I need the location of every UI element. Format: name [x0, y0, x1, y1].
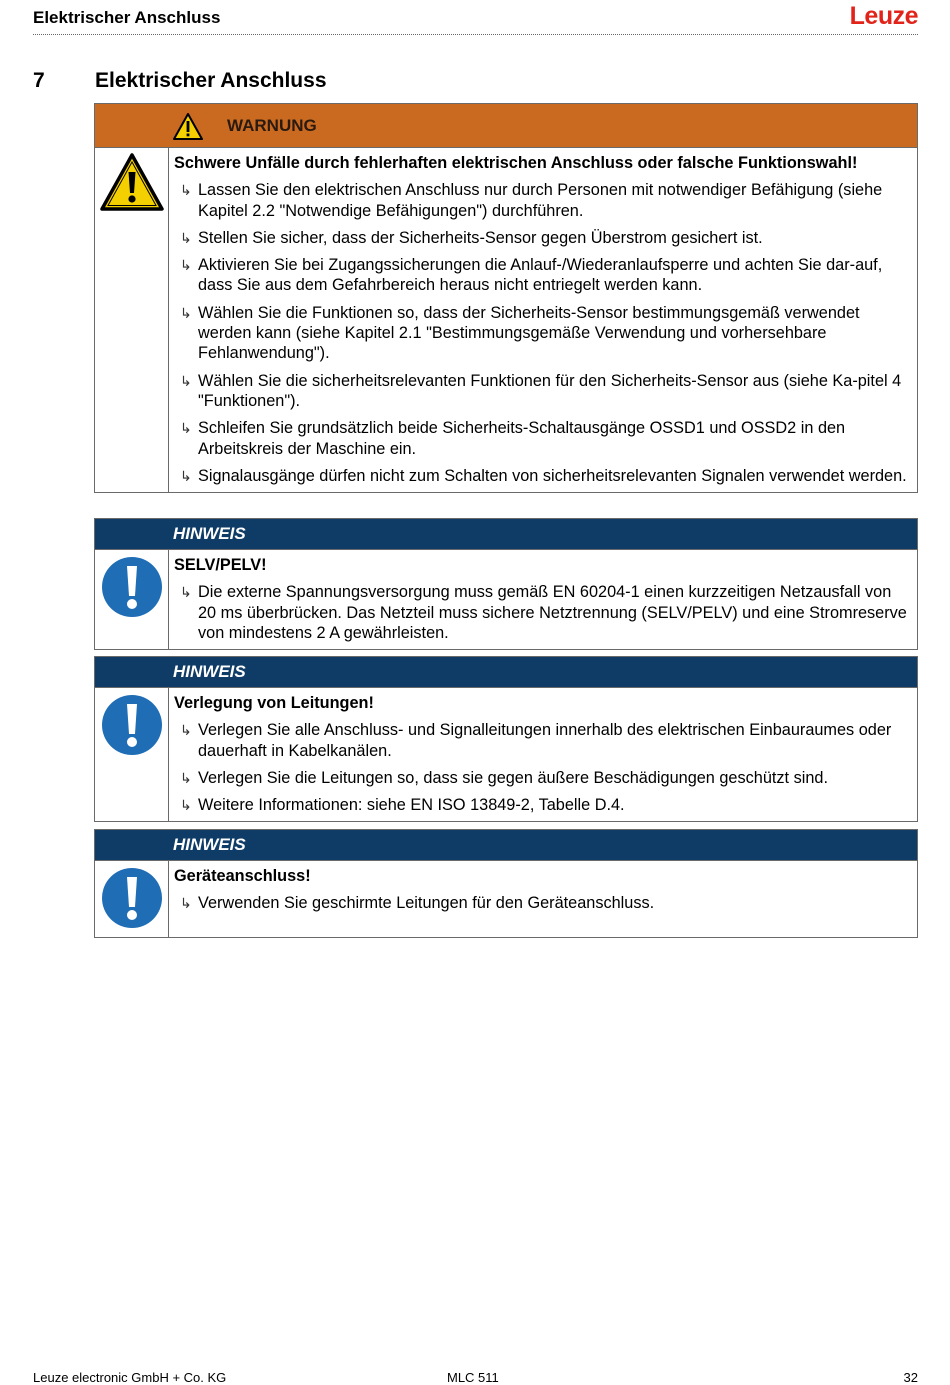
list-item-text: Die externe Spannungsversorgung muss gemäß EN 60204-1 einen kurzzeitigen Netzausfall von 20 ms überbrücken. Das Netzteil muss sichere Netztrennung (SELV/PELV) und eine Stromreserve von mindestens 2 A gewährleisten.	[198, 583, 907, 642]
list-item-text: Verwenden Sie geschirmte Leitungen für den Geräteanschluss.	[198, 894, 655, 913]
list-item-text: Weitere Informationen: siehe EN ISO 13849-2, Tabelle D.4.	[198, 796, 625, 815]
hint-body	[95, 688, 917, 821]
list-item	[174, 303, 909, 364]
arrow-icon: ↳	[180, 257, 192, 274]
footer-product: MLC 511	[447, 1370, 499, 1385]
header-title: Elektrischer Anschluss	[33, 8, 221, 27]
arrow-icon: ↳	[180, 182, 192, 199]
list-item-text: Signalausgänge dürfen nicht zum Schalten von sicherheitsrelevanten Signalen verwendet werden.	[198, 466, 907, 485]
hint-label: HINWEIS	[173, 662, 246, 681]
hint-box-selv	[94, 518, 918, 650]
hint-body	[95, 861, 917, 937]
exclamation-icon	[101, 556, 163, 618]
arrow-icon: ↳	[180, 722, 192, 739]
footer-page-number: 32	[903, 1370, 918, 1385]
list-item	[174, 582, 909, 643]
warning-title: Schwere Unfälle durch fehlerhaften elektrischen Anschluss oder falsche Funktionswahl!	[174, 154, 858, 172]
hint-icon-cell	[95, 688, 169, 821]
arrow-icon: ↳	[180, 304, 192, 321]
list-item-text: Verlegen Sie alle Anschluss- und Signalleitungen innerhalb des elektrischen Einbauraumes oder dauerhaft in Kabelkanälen.	[198, 721, 892, 760]
chapter-number: 7	[33, 69, 45, 92]
list-item	[174, 720, 909, 761]
hint-label: HINWEIS	[173, 835, 246, 854]
hint-text	[169, 550, 917, 649]
warning-box	[94, 103, 918, 493]
list-item	[174, 228, 909, 248]
list-item	[174, 795, 909, 815]
hint-label: HINWEIS	[173, 524, 246, 543]
header-rule	[33, 34, 918, 35]
warning-body	[95, 148, 917, 492]
hint-title: Verlegung von Leitungen!	[174, 694, 374, 712]
list-item	[174, 255, 909, 296]
list-item-text: Wählen Sie die Funktionen so, dass der Sicherheits-Sensor bestimmungsgemäß verwendet werden kann (siehe Kapitel 2.1 "Bestimmungsgemäße Verwendung und vorhersehbare Fehlanwendung").	[198, 303, 860, 363]
list-item	[174, 180, 909, 221]
hint-icon-cell	[95, 861, 169, 937]
arrow-icon: ↳	[180, 372, 192, 389]
list-item-text: Lassen Sie den elektrischen Anschluss nur durch Personen mit notwendiger Befähigung (siehe Kapitel 2.2 "Notwendige Befähigungen") durchführen.	[198, 181, 883, 220]
exclamation-icon	[101, 694, 163, 756]
hint-title: Geräteanschluss!	[174, 867, 311, 885]
warning-icon-cell	[95, 148, 169, 492]
arrow-icon: ↳	[180, 584, 192, 601]
chapter-title: Elektrischer Anschluss	[95, 69, 327, 92]
list-item	[174, 371, 909, 412]
list-item	[174, 768, 909, 788]
list-item	[174, 893, 909, 913]
list-item-text: Verlegen Sie die Leitungen so, dass sie gegen äußere Beschädigungen geschützt sind.	[198, 768, 828, 787]
arrow-icon: ↳	[180, 769, 192, 786]
hint-header	[95, 657, 917, 688]
arrow-icon: ↳	[180, 895, 192, 912]
footer-company: Leuze electronic GmbH + Co. KG	[33, 1370, 227, 1385]
warning-text	[169, 148, 917, 492]
hint-header	[95, 830, 917, 861]
hint-header	[95, 519, 917, 550]
exclamation-icon	[101, 867, 163, 929]
arrow-icon: ↳	[180, 797, 192, 814]
hint-box-cabling	[94, 656, 918, 822]
hint-box-device-connection	[94, 829, 918, 938]
hint-text	[169, 861, 917, 937]
list-item	[174, 418, 909, 459]
brand-logo: Leuze	[849, 2, 918, 30]
list-item-text: Wählen Sie die sicherheitsrelevanten Funktionen für den Sicherheits-Sensor aus (siehe Ka-pitel 4 "Funktionen").	[198, 371, 902, 410]
arrow-icon: ↳	[180, 229, 192, 246]
hint-text	[169, 688, 917, 821]
list-item	[174, 466, 909, 486]
arrow-icon: ↳	[180, 420, 192, 437]
warning-header	[95, 104, 917, 148]
hint-icon-cell	[95, 550, 169, 649]
hint-title: SELV/PELV!	[174, 556, 267, 574]
warning-label: WARNUNG	[227, 116, 317, 135]
warning-triangle-icon	[100, 153, 164, 211]
warning-item-list	[174, 180, 909, 486]
list-item-text: Aktivieren Sie bei Zugangssicherungen die Anlauf-/Wiederanlaufsperre und achten Sie dar-auf, dass Sie aus dem Gefahrbereich heraus nicht entriegelt werden kann.	[198, 256, 883, 295]
arrow-icon: ↳	[180, 467, 192, 484]
hint-body	[95, 550, 917, 649]
list-item-text: Schleifen Sie grundsätzlich beide Sicherheits-Schaltausgänge OSSD1 und OSSD2 in den Arbeitskreis der Maschine ein.	[198, 419, 846, 458]
list-item-text: Stellen Sie sicher, dass der Sicherheits-Sensor gegen Überstrom gesichert ist.	[198, 228, 763, 247]
warning-triangle-icon	[173, 113, 203, 140]
